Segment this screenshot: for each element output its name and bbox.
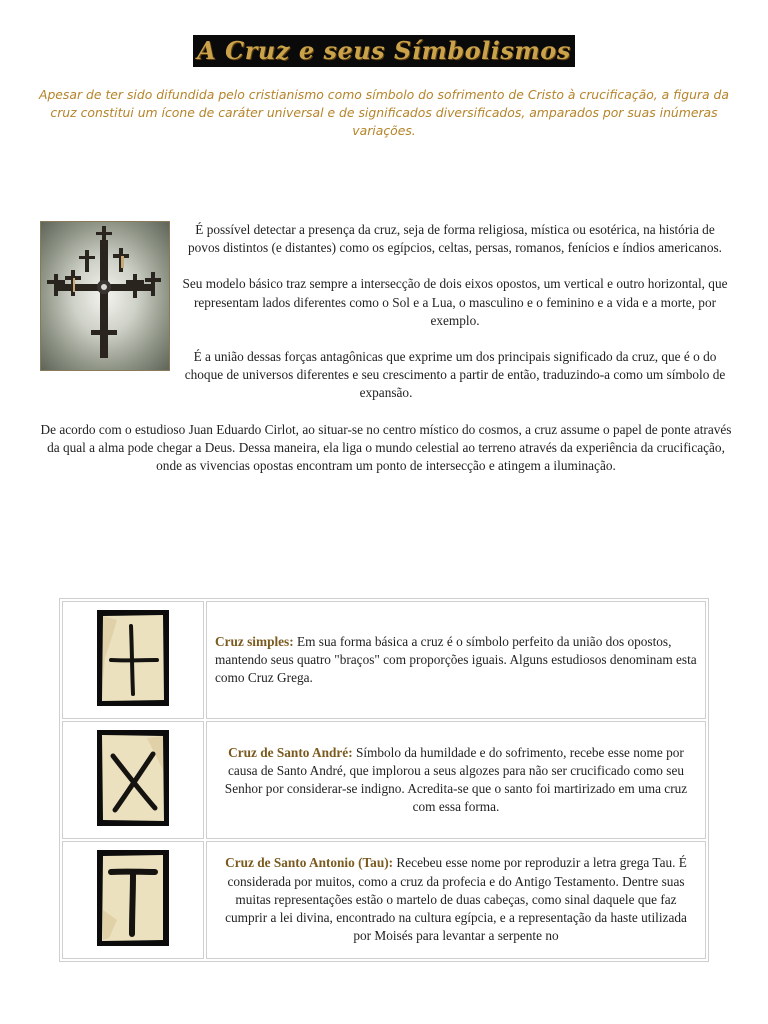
table-row — [62, 601, 706, 719]
cross-description-cell — [206, 601, 706, 719]
cross-description-cell — [206, 721, 706, 839]
cross-image-cell — [62, 601, 204, 719]
table-row — [62, 721, 706, 839]
paragraph-3: É a união dessas forças antagônicas que exprime um dos principais significado da cruz, que é o do choque de universos diferentes e seu crescimento a partir de então, traduzindo-a como um símbolo de expansão. — [184, 349, 726, 401]
cross-description-cell — [206, 841, 706, 959]
cross-name: Cruz de Santo Antonio (Tau): — [225, 855, 394, 871]
cross-types-table — [59, 598, 709, 962]
cross-description: Símbolo da humildade e do sofrimento, recebe esse nome por causa de Santo André, que implorou a seus algozes para não ser crucificado como seu Senhor por considerar-se indigno. Acredita-se que o santo foi martirizado em uma cruz com essa forma. — [224, 744, 688, 815]
cross-description: Em sua forma básica a cruz é o símbolo perfeito da união dos opostos, mantendo seus quatro "braços" com proporções iguais. Alguns estudiosos denominam esta como Cruz Grega. — [215, 633, 697, 686]
crosses-photo — [40, 221, 170, 371]
saint-andrew-cross-icon — [97, 730, 169, 826]
greek-cross-icon — [97, 610, 169, 706]
crosses-collage-icon — [41, 222, 169, 370]
cross-image-cell — [62, 841, 204, 959]
paragraph-4: De acordo com o estudioso Juan Eduardo Cirlot, ao situar-se no centro místico do cosmos, a cruz assume o papel de ponte através da qual a alma pode chegar a Deus. Dessa maneira, ela liga o mundo celestial ao terreno através da experiência da crucificação, onde as vivencias opostas encontram um ponto de intersecção e atingem a iluminação. — [40, 421, 732, 474]
table-row — [62, 841, 706, 959]
title-banner — [0, 35, 768, 67]
cross-image-cell — [62, 721, 204, 839]
cross-description: Recebeu esse nome por reproduzir a letra grega Tau. É considerada por muitos, como a cruz da profecia e do Antigo Testamento. Dentre suas muitas representações estão o martelo de duas cabeças, como sinal daquele que faz cumprir a lei divina, encontrado na cultura egípcia, e a representação da haste utilizada por Moisés para levantar a serpente no — [225, 855, 687, 944]
page-title: A Cruz e seus Símbolismos — [193, 35, 575, 67]
cross-name: Cruz de Santo André: — [228, 744, 353, 760]
paragraph-2: Seu modelo básico traz sempre a intersecção de dois eixos opostos, um vertical e outro horizontal, que representam lados diferentes como o Sol e a Lua, o masculino e o feminino e a vida e a morte, por exemplo. — [182, 276, 728, 328]
article-body — [40, 221, 732, 493]
intro-text: Apesar de ter sido difundida pelo cristianismo como símbolo do sofrimento de Cristo à crucificação, a figura da cruz constitui um ícone de caráter universal e de significados diversificados, amparados por suas inúmeras variações. — [38, 87, 730, 138]
tau-cross-icon — [97, 850, 169, 946]
paragraph-1: É possível detectar a presença da cruz, seja de forma religiosa, mística ou esotérica, na história de povos distintos (e distantes) como os egípcios, celtas, persas, romanos, fenícios e índios americanos. — [188, 222, 722, 256]
cross-name: Cruz simples: — [215, 633, 294, 649]
